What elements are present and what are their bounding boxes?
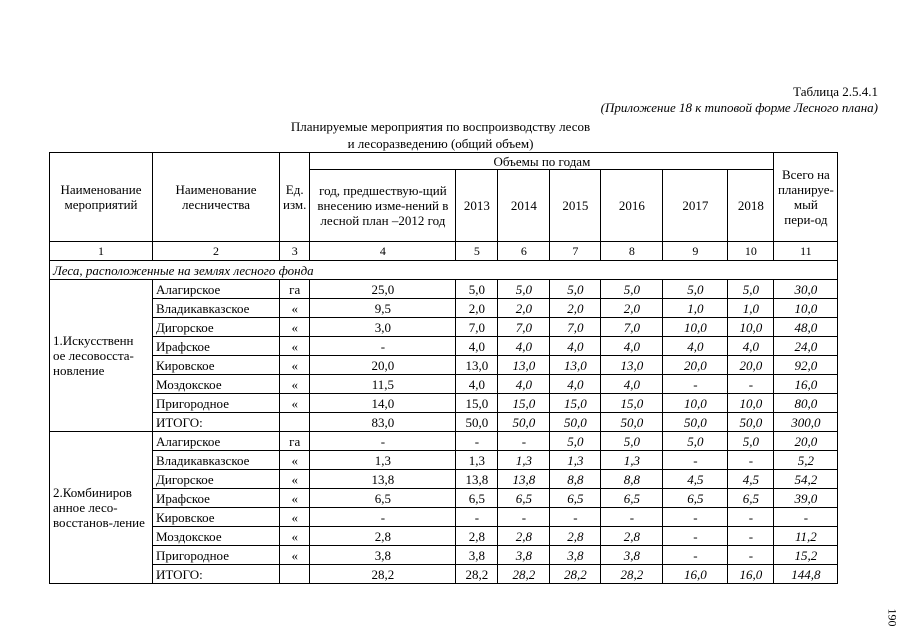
forestry-name: Дигорское [153, 470, 280, 489]
value-v2014: 2,0 [498, 299, 550, 318]
value-v2015: 15,0 [550, 394, 601, 413]
value-v2017: 4,0 [663, 337, 728, 356]
table-row [50, 337, 838, 356]
header-year-2016: 2016 [601, 170, 663, 242]
forestry-name: Пригородное [153, 546, 280, 565]
value-v2013: 7,0 [456, 318, 498, 337]
table-row [50, 375, 838, 394]
value-v2014: - [498, 508, 550, 527]
table-row [50, 432, 838, 451]
forestry-name: Моздокское [153, 375, 280, 394]
forestry-name: Пригородное [153, 394, 280, 413]
header-prev-year: год, предшествую-щий внесению изме-нений в лесной план –2012 год [310, 170, 456, 242]
section-label: Леса, расположенные на землях лесного фонда [50, 261, 838, 280]
value-v2016: 2,8 [601, 527, 663, 546]
value-v2016: 4,0 [601, 337, 663, 356]
value-v2017: - [663, 527, 728, 546]
col-number: 9 [663, 242, 728, 261]
value-total: 54,2 [774, 470, 838, 489]
value-total: - [774, 508, 838, 527]
forestry-name: Ирафское [153, 489, 280, 508]
value-v2016: 5,0 [601, 280, 663, 299]
page-number: 190 [885, 608, 900, 627]
col-number: 6 [498, 242, 550, 261]
table-row [50, 508, 838, 527]
forestry-name: ИТОГО: [153, 565, 280, 584]
value-v2017: 10,0 [663, 394, 728, 413]
value-v2015: 8,8 [550, 470, 601, 489]
unit-cell: « [280, 299, 310, 318]
value-v2014: 13,8 [498, 470, 550, 489]
value-v2016: 7,0 [601, 318, 663, 337]
col-number: 8 [601, 242, 663, 261]
unit-cell [280, 565, 310, 584]
value-v2014: 2,8 [498, 527, 550, 546]
value-prev: 1,3 [310, 451, 456, 470]
table-row [50, 546, 838, 565]
value-v2018: - [728, 527, 774, 546]
value-v2015: 3,8 [550, 546, 601, 565]
value-prev: - [310, 337, 456, 356]
value-v2016: 13,0 [601, 356, 663, 375]
value-v2015: 2,0 [550, 299, 601, 318]
value-v2014: 7,0 [498, 318, 550, 337]
unit-cell: « [280, 356, 310, 375]
value-v2016: 3,8 [601, 546, 663, 565]
value-v2015: 6,5 [550, 489, 601, 508]
header-row-top [50, 153, 838, 170]
header-year-2015: 2015 [550, 170, 601, 242]
reforestation-table [49, 152, 838, 584]
value-total: 80,0 [774, 394, 838, 413]
value-v2016: 4,0 [601, 375, 663, 394]
table-row [50, 489, 838, 508]
unit-cell: « [280, 527, 310, 546]
header-year-2018: 2018 [728, 170, 774, 242]
table-row [50, 527, 838, 546]
value-v2013: 1,3 [456, 451, 498, 470]
value-total: 92,0 [774, 356, 838, 375]
value-v2013: 5,0 [456, 280, 498, 299]
value-v2016: 8,8 [601, 470, 663, 489]
value-total: 48,0 [774, 318, 838, 337]
value-v2015: 4,0 [550, 337, 601, 356]
value-total: 24,0 [774, 337, 838, 356]
value-v2014: 1,3 [498, 451, 550, 470]
value-v2013: - [456, 432, 498, 451]
col-number: 10 [728, 242, 774, 261]
value-v2013: 50,0 [456, 413, 498, 432]
value-total: 11,2 [774, 527, 838, 546]
unit-cell: « [280, 375, 310, 394]
value-v2015: 50,0 [550, 413, 601, 432]
value-v2018: 1,0 [728, 299, 774, 318]
table-title-line2: и лесоразведению (общий объем) [347, 136, 534, 151]
col-number: 11 [774, 242, 838, 261]
forestry-name: Кировское [153, 508, 280, 527]
value-v2018: 5,0 [728, 432, 774, 451]
value-v2015: 1,3 [550, 451, 601, 470]
col-number: 1 [50, 242, 153, 261]
value-v2014: 6,5 [498, 489, 550, 508]
section-row [50, 261, 838, 280]
value-v2015: - [550, 508, 601, 527]
value-v2016: 5,0 [601, 432, 663, 451]
value-v2013: 15,0 [456, 394, 498, 413]
value-v2017: 1,0 [663, 299, 728, 318]
value-v2017: 5,0 [663, 432, 728, 451]
value-v2018: - [728, 451, 774, 470]
value-v2015: 28,2 [550, 565, 601, 584]
forestry-name: Ирафское [153, 337, 280, 356]
value-prev: 6,5 [310, 489, 456, 508]
col-number: 5 [456, 242, 498, 261]
value-prev: - [310, 508, 456, 527]
forestry-name: Владикавказское [153, 299, 280, 318]
header-unit: Ед. изм. [280, 153, 310, 242]
value-v2017: 20,0 [663, 356, 728, 375]
value-v2016: 50,0 [601, 413, 663, 432]
value-v2016: 28,2 [601, 565, 663, 584]
table-number: Таблица 2.5.4.1 [793, 84, 878, 99]
value-prev: 28,2 [310, 565, 456, 584]
table-row [50, 356, 838, 375]
value-v2017: - [663, 546, 728, 565]
table-row [50, 565, 838, 584]
table-row [50, 394, 838, 413]
value-v2018: 10,0 [728, 394, 774, 413]
value-v2017: 10,0 [663, 318, 728, 337]
value-total: 144,8 [774, 565, 838, 584]
unit-cell: « [280, 451, 310, 470]
value-v2018: 20,0 [728, 356, 774, 375]
unit-cell: га [280, 432, 310, 451]
value-v2015: 13,0 [550, 356, 601, 375]
value-prev: 3,0 [310, 318, 456, 337]
header-year-2017: 2017 [663, 170, 728, 242]
forestry-name: Дигорское [153, 318, 280, 337]
value-v2016: 2,0 [601, 299, 663, 318]
value-prev: 13,8 [310, 470, 456, 489]
value-v2013: 6,5 [456, 489, 498, 508]
value-v2015: 7,0 [550, 318, 601, 337]
value-v2018: 4,0 [728, 337, 774, 356]
value-v2013: 2,8 [456, 527, 498, 546]
value-v2017: - [663, 508, 728, 527]
col-number: 2 [153, 242, 280, 261]
value-prev: 9,5 [310, 299, 456, 318]
value-v2018: 5,0 [728, 280, 774, 299]
unit-cell: га [280, 280, 310, 299]
col-number: 4 [310, 242, 456, 261]
unit-cell: « [280, 489, 310, 508]
value-v2017: - [663, 451, 728, 470]
table-row [50, 280, 838, 299]
value-v2018: - [728, 375, 774, 394]
value-total: 10,0 [774, 299, 838, 318]
value-prev: 25,0 [310, 280, 456, 299]
value-v2015: 4,0 [550, 375, 601, 394]
forestry-name: ИТОГО: [153, 413, 280, 432]
value-v2017: 5,0 [663, 280, 728, 299]
value-v2013: 4,0 [456, 337, 498, 356]
measure-name: 2.Комбиниров анное лесо-восстанов-ление [50, 432, 153, 584]
forestry-name: Владикавказское [153, 451, 280, 470]
header-year-2014: 2014 [498, 170, 550, 242]
value-v2018: 50,0 [728, 413, 774, 432]
value-v2015: 5,0 [550, 432, 601, 451]
value-prev: 14,0 [310, 394, 456, 413]
table-row [50, 470, 838, 489]
value-v2018: - [728, 508, 774, 527]
value-v2016: 15,0 [601, 394, 663, 413]
unit-cell: « [280, 470, 310, 489]
value-v2015: 5,0 [550, 280, 601, 299]
header-forestry: Наименование лесничества [153, 153, 280, 242]
value-total: 30,0 [774, 280, 838, 299]
value-v2014: 13,0 [498, 356, 550, 375]
unit-cell [280, 413, 310, 432]
value-v2017: 6,5 [663, 489, 728, 508]
value-v2018: 16,0 [728, 565, 774, 584]
value-total: 15,2 [774, 546, 838, 565]
value-v2014: 4,0 [498, 375, 550, 394]
value-v2013: 4,0 [456, 375, 498, 394]
header-volumes: Объемы по годам [310, 153, 774, 170]
value-prev: 20,0 [310, 356, 456, 375]
table-title-line1: Планируемые мероприятия по воспроизводству лесов [290, 119, 591, 134]
header-total: Всего на планируе-мый пери-од [774, 153, 838, 242]
value-prev: 3,8 [310, 546, 456, 565]
value-v2013: - [456, 508, 498, 527]
value-prev: 2,8 [310, 527, 456, 546]
value-total: 5,2 [774, 451, 838, 470]
value-v2014: 28,2 [498, 565, 550, 584]
value-v2014: - [498, 432, 550, 451]
table-row [50, 451, 838, 470]
value-v2017: 16,0 [663, 565, 728, 584]
value-v2014: 15,0 [498, 394, 550, 413]
value-v2017: 4,5 [663, 470, 728, 489]
value-v2017: - [663, 375, 728, 394]
value-v2016: - [601, 508, 663, 527]
value-v2018: 6,5 [728, 489, 774, 508]
value-v2016: 6,5 [601, 489, 663, 508]
value-v2017: 50,0 [663, 413, 728, 432]
unit-cell: « [280, 318, 310, 337]
forestry-name: Моздокское [153, 527, 280, 546]
table-row [50, 318, 838, 337]
unit-cell: « [280, 508, 310, 527]
col-number: 7 [550, 242, 601, 261]
value-v2013: 3,8 [456, 546, 498, 565]
value-v2013: 13,0 [456, 356, 498, 375]
value-v2018: 10,0 [728, 318, 774, 337]
value-total: 39,0 [774, 489, 838, 508]
value-v2013: 13,8 [456, 470, 498, 489]
col-number: 3 [280, 242, 310, 261]
value-v2014: 4,0 [498, 337, 550, 356]
unit-cell: « [280, 337, 310, 356]
column-number-row [50, 242, 838, 261]
unit-cell: « [280, 394, 310, 413]
forestry-name: Алагирское [153, 280, 280, 299]
value-v2013: 2,0 [456, 299, 498, 318]
value-total: 16,0 [774, 375, 838, 394]
value-prev: 11,5 [310, 375, 456, 394]
table-row [50, 299, 838, 318]
unit-cell: « [280, 546, 310, 565]
value-v2013: 28,2 [456, 565, 498, 584]
value-prev: 83,0 [310, 413, 456, 432]
value-v2014: 3,8 [498, 546, 550, 565]
forestry-name: Кировское [153, 356, 280, 375]
value-v2014: 5,0 [498, 280, 550, 299]
value-v2018: 4,5 [728, 470, 774, 489]
value-v2016: 1,3 [601, 451, 663, 470]
value-v2014: 50,0 [498, 413, 550, 432]
forestry-name: Алагирское [153, 432, 280, 451]
table-row [50, 413, 838, 432]
header-year-2013: 2013 [456, 170, 498, 242]
value-total: 20,0 [774, 432, 838, 451]
value-total: 300,0 [774, 413, 838, 432]
table-note: (Приложение 18 к типовой форме Лесного плана) [600, 100, 878, 115]
value-v2015: 2,8 [550, 527, 601, 546]
value-prev: - [310, 432, 456, 451]
measure-name: 1.Искусственн ое лесовосста-новление [50, 280, 153, 432]
value-v2018: - [728, 546, 774, 565]
header-measure: Наименование мероприятий [50, 153, 153, 242]
